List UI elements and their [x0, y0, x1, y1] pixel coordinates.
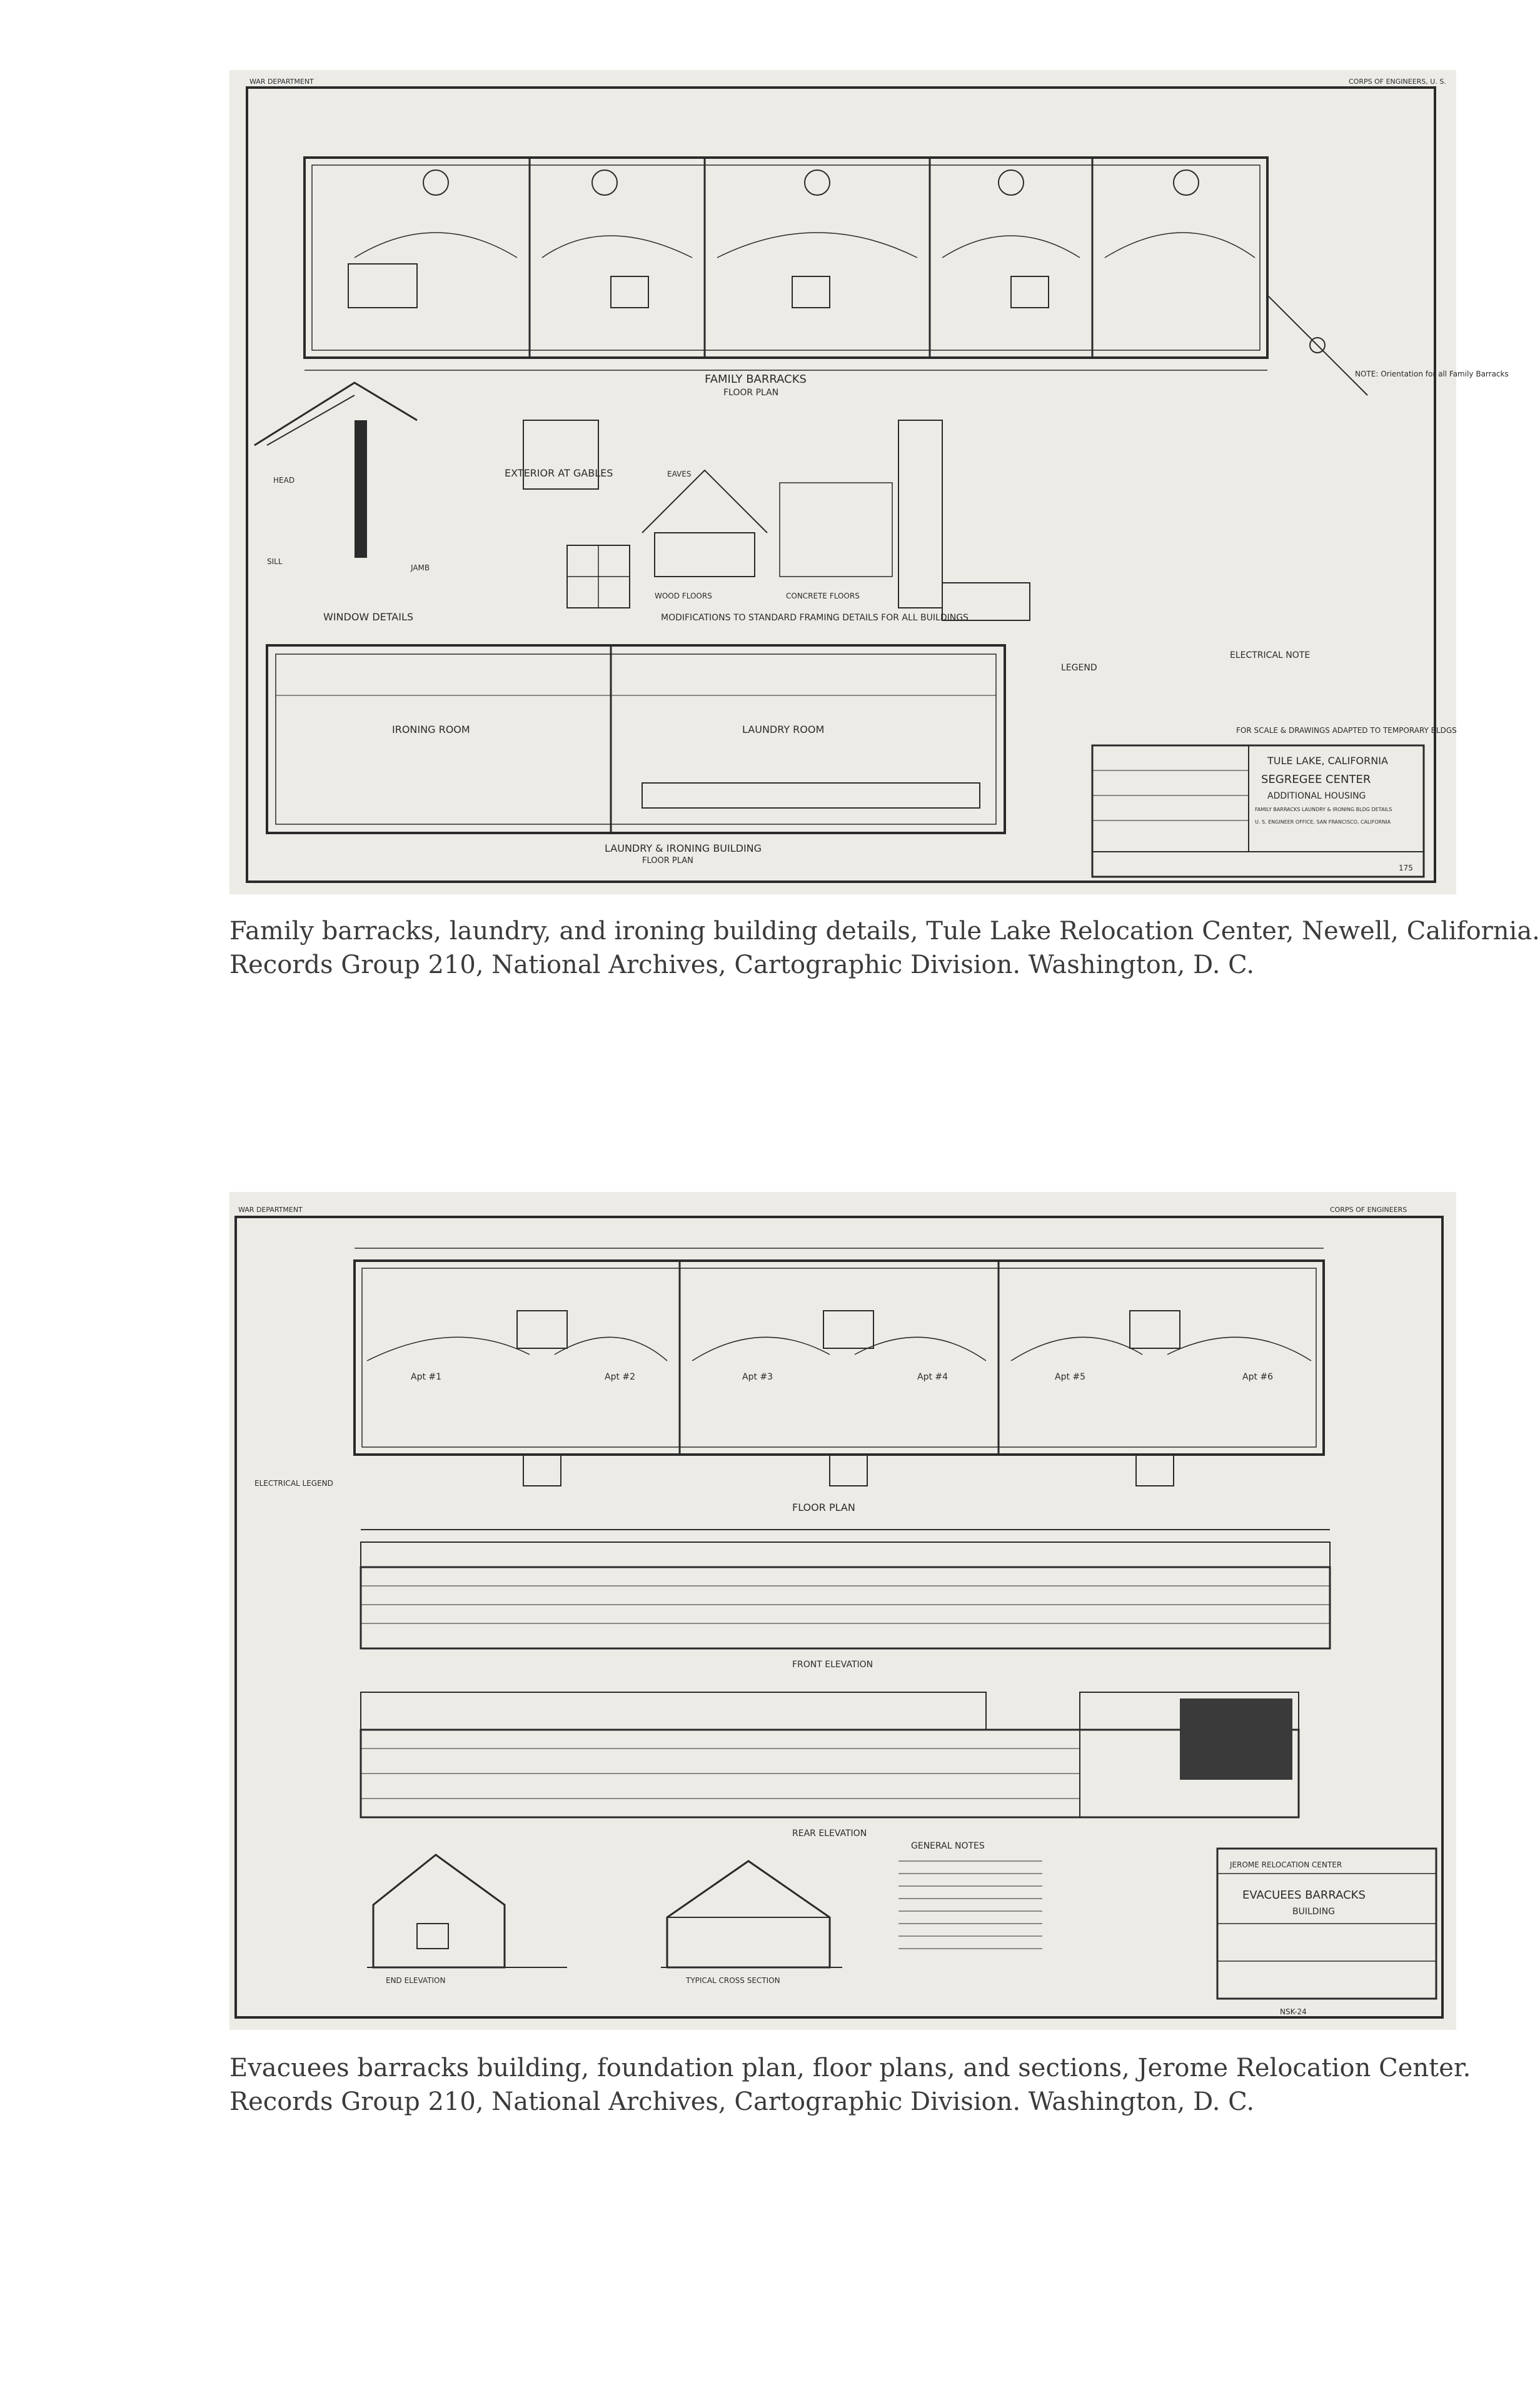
caption-line: Records Group 210, National Archives, Cartographic Division. Washington, D. C. [229, 951, 1255, 979]
legend-label: LEGEND [1061, 663, 1097, 673]
general-notes-label: GENERAL NOTES [911, 1841, 985, 1851]
laundry-subtitle: FLOOR PLAN [642, 856, 693, 865]
sheet-number: 175 [1399, 864, 1413, 872]
title-location: TULE LAKE, CALIFORNIA [1267, 755, 1388, 767]
ironing-room-label: IRONING ROOM [392, 724, 470, 735]
drawing-header-left: WAR DEPARTMENT [238, 1206, 303, 1214]
floor-plan-title: FLOOR PLAN [792, 1501, 855, 1513]
front-elevation-label: FRONT ELEVATION [792, 1660, 873, 1670]
rear-elevation-label: REAR ELEVATION [792, 1829, 867, 1839]
detail-head: HEAD [273, 476, 295, 485]
drawing-header-right: CORPS OF ENGINEERS, U. S. [1349, 78, 1446, 86]
title-description: FAMILY BARRACKS LAUNDRY & IRONING BLDG DETAILS [1255, 807, 1392, 812]
drawing-header-right: CORPS OF ENGINEERS [1330, 1206, 1407, 1214]
sheet-number: NSK-24 [1280, 2007, 1307, 2016]
detail-concrete-floors: CONCRETE FLOORS [786, 592, 860, 600]
plan-subtitle: FLOOR PLAN [723, 388, 779, 398]
title-center: SEGREGEE CENTER [1261, 773, 1371, 786]
scale-note: FOR SCALE & DRAWINGS ADAPTED TO TEMPORARY BLDGS [1236, 726, 1457, 735]
detail-wood-floors: WOOD FLOORS [655, 592, 712, 600]
apartment-label: Apt #3 [742, 1372, 773, 1382]
end-elevation-label: END ELEVATION [386, 1976, 446, 1985]
detail-jamb: JAMB [411, 563, 430, 572]
cross-section-label: TYPICAL CROSS SECTION [686, 1976, 780, 1985]
detail-window: WINDOW DETAILS [323, 611, 414, 623]
figure-1-caption [229, 914, 1540, 982]
apartment-label: Apt #4 [917, 1372, 949, 1382]
title-building: EVACUEES BARRACKS [1242, 1889, 1366, 1902]
detail-eaves: EAVES [667, 470, 692, 478]
electrical-legend: ELECTRICAL LEGEND [254, 1479, 333, 1488]
apartment-label: Apt #5 [1055, 1372, 1086, 1382]
caption-line: Evacuees barracks building, foundation plan, floor plans, and sections, Jerome Relocation Center. [229, 2054, 1471, 2082]
laundry-title: LAUNDRY & IRONING BUILDING [605, 842, 762, 854]
figure-2-caption [229, 2051, 1480, 2119]
plan-title: FAMILY BARRACKS [705, 373, 807, 386]
apartment-label: Apt #2 [605, 1372, 636, 1382]
detail-exterior-gables: EXTERIOR AT GABLES [505, 467, 613, 479]
caption-line: Records Group 210, National Archives, Cartographic Division. Washington, D. C. [229, 2087, 1255, 2116]
modifications-note: MODIFICATIONS TO STANDARD FRAMING DETAILS FOR ALL BUILDINGS [661, 613, 969, 623]
title-office: U. S. ENGINEER OFFICE, SAN FRANCISCO, CALIFORNIA [1255, 819, 1391, 825]
title-center: JEROME RELOCATION CENTER [1230, 1860, 1342, 1869]
apartment-label: Apt #6 [1242, 1372, 1274, 1382]
apartment-label: Apt #1 [411, 1372, 442, 1382]
jerome-drawing [229, 1192, 1456, 2030]
north-note: NOTE: Orientation for all Family Barracks [1355, 370, 1509, 378]
detail-sill: SILL [267, 557, 283, 566]
tule-lake-drawing [229, 70, 1509, 894]
caption-line: Family barracks, laundry, and ironing building details, Tule Lake Relocation Center, Newell, California. [229, 917, 1540, 946]
title-building-sub: BUILDING [1292, 1907, 1336, 1917]
title-housing: ADDITIONAL HOUSING [1267, 791, 1366, 801]
drawing-header-left: WAR DEPARTMENT [249, 78, 314, 86]
laundry-room-label: LAUNDRY ROOM [742, 724, 825, 735]
electrical-note: ELECTRICAL NOTE [1230, 650, 1311, 660]
